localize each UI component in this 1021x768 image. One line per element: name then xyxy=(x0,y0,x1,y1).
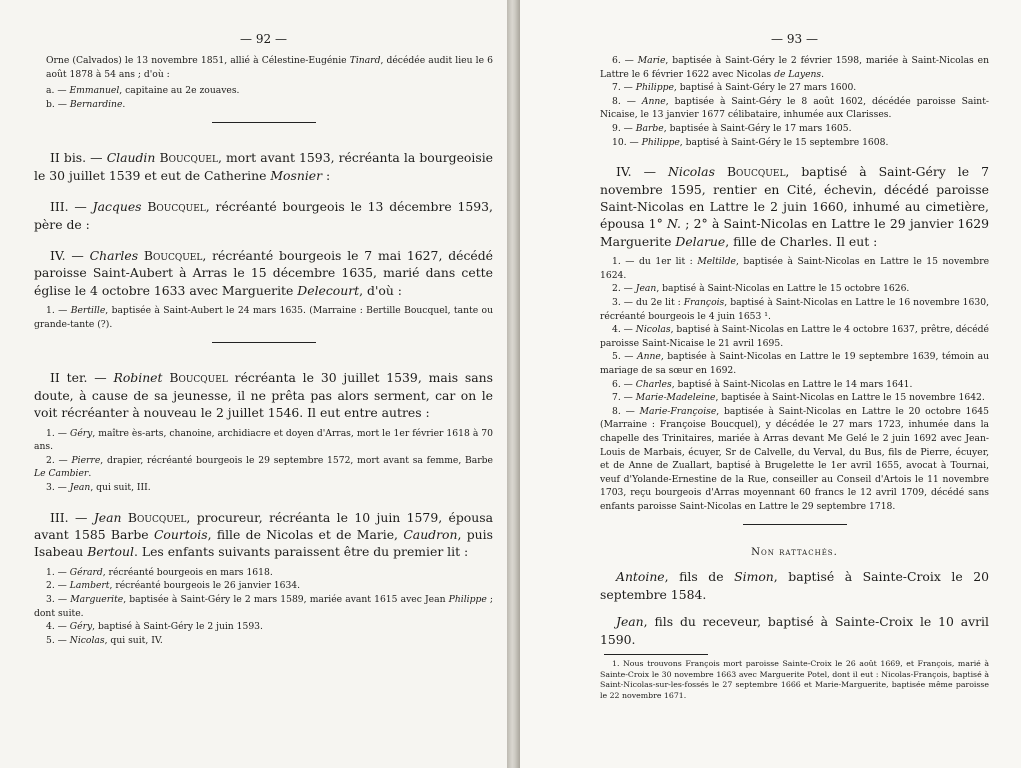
list-item: 4. — Nicolas, baptisé à Saint-Nicolas en Lattre le 4 octobre 1637, prêtre, décédé paroisse Saint-Nicaise le 21 avril 1695. xyxy=(600,324,989,349)
list-item: 8. — Anne, baptisée à Saint-Géry le 8 août 1602, décédée paroisse Saint-Nicaise, le 13 janvier 1677 célibataire, inhumée aux Clarisses. xyxy=(600,95,990,121)
right-page xyxy=(520,0,1021,768)
list-item: 6. — Marie, baptisée à Saint-Géry le 2 février 1598, mariée à Saint-Nicolas en Lattre le 6 février 1622 avec Nicolas de Layens. xyxy=(600,55,990,80)
list-item: 3. — du 2e lit : François, baptisé à Saint-Nicolas en Lattre le 16 novembre 1630, récréanté bourgeois le 4 juin 1653 ¹. xyxy=(600,296,989,322)
list-item: 2. — Lambert, récréanté bourgeois le 26 janvier 1634. xyxy=(46,580,301,592)
list-item: 3. — Marguerite, baptisée à Saint-Géry le 2 mars 1589, mariée avant 1615 avec Jean Philippe ; dont suite. xyxy=(34,594,494,619)
section-divider xyxy=(212,122,316,123)
entry-jean-receveur: Jean, fils du receveur, baptisé à Sainte-Croix le 10 avril 1590. xyxy=(600,614,989,647)
list-item: 5. — Anne, baptisée à Saint-Nicolas en Lattre le 19 septembre 1639, témoin au mariage de sa sœur en 1692. xyxy=(600,351,990,376)
list-item: 1. — Bertille, baptisée à Saint-Aubert le 24 mars 1635. (Marraine : Bertille Boucquel, tante ou grande-tante (?). xyxy=(34,305,493,330)
intro-paragraph: Orne (Calvados) le 13 novembre 1851, allié à Célestine-Eugénie Tinard, décédée audit lieu le 6 août 1878 à 54 ans ; d'où : xyxy=(46,55,493,80)
list-item: 2. — Jean, baptisé à Saint-Nicolas en Lattre le 15 octobre 1626. xyxy=(612,283,910,295)
entry-IV-charles: IV. — Charles Boucquel, récréanté bourgeois le 7 mai 1627, décédé paroisse Saint-Aubert à Arras le 15 décembre 1635, marié dans cette église le 4 octobre 1633 avec Marguerite Delecourt, d'où : xyxy=(34,248,493,298)
page-number-left: — 92 — xyxy=(240,32,287,46)
footnote: 1. Nous trouvons François mort paroisse Sainte-Croix le 26 août 1669, et François, marié à Sainte-Croix le 30 novembre 1663 avec Marguerite Potel, dont il eut : Nicolas-François, baptisé à Saint-Nicolas-sur-les-fossés le 27 septembre 1666 et Marie-Marguerite, baptisée même paroisse le 22 novembre 1671. xyxy=(600,659,989,700)
list-item: 1. — Gérard, récréanté bourgeois en mars 1618. xyxy=(46,566,273,578)
list-item: 1. — du 1er lit : Meltilde, baptisée à Saint-Nicolas en Lattre le 15 novembre 1624. xyxy=(600,256,990,281)
page-number-right: — 93 — xyxy=(771,32,818,46)
book-gutter xyxy=(507,0,520,768)
section-divider xyxy=(743,524,847,525)
list-item: 10. — Philippe, baptisé à Saint-Géry le 15 septembre 1608. xyxy=(612,136,889,148)
list-item: 7. — Philippe, baptisé à Saint-Géry le 27 mars 1600. xyxy=(612,82,857,94)
entry-IV-nicolas: IV. — Nicolas Boucquel, baptisé à Saint-Géry le 7 novembre 1595, rentier en Cité, échevin, décédé paroisse Saint-Nicolas en Lattre le 2 juin 1660, inhumé au cimetière, épousa 1° N. ; 2° à Saint-Nicolas en Lattre le 29 janvier 1629 Marguerite Delarue, fille de Charles. Il eut : xyxy=(600,164,990,249)
entry-antoine: Antoine, fils de Simon, baptisé à Sainte-Croix le 20 septembre 1584. xyxy=(600,569,989,602)
list-item: 6. — Charles, baptisé à Saint-Nicolas en Lattre le 14 mars 1641. xyxy=(612,378,913,390)
list-item: a. — Emmanuel, capitaine au 2e zouaves. xyxy=(46,85,240,97)
section-divider xyxy=(212,342,316,343)
entry-III-jean: III. — Jean Boucquel, procureur, récréanta le 10 juin 1579, épousa avant 1585 Barbe Courtois, fille de Nicolas et de Marie, Caudron, puis Isabeau Bertoul. Les enfants suivants paraissent être du premier lit : xyxy=(34,509,493,560)
list-item: 9. — Barbe, baptisée à Saint-Géry le 17 mars 1605. xyxy=(612,122,852,134)
left-page xyxy=(0,0,507,768)
list-item: 7. — Marie-Madeleine, baptisée à Saint-Nicolas en Lattre le 15 novembre 1642. xyxy=(612,392,985,404)
list-item: 4. — Géry, baptisé à Saint-Géry le 2 juin 1593. xyxy=(46,621,263,633)
entry-III-jacques: III. — Jacques Boucquel, récréanté bourgeois le 13 décembre 1593, père de : xyxy=(34,199,493,232)
list-item: 5. — Nicolas, qui suit, IV. xyxy=(46,634,163,646)
list-item: 3. — Jean, qui suit, III. xyxy=(46,482,151,493)
list-item: b. — Bernardine. xyxy=(46,98,126,110)
list-item: 1. — Géry, maître ès-arts, chanoine, archidiacre et doyen d'Arras, mort le 1er février 1618 à 70 ans. xyxy=(34,427,493,453)
list-item: 8. — Marie-Françoise, baptisée à Saint-Nicolas en Lattre le 20 octobre 1645 (Marraine : Françoise Boucquel), y décédée le 27 mars 1723, inhumée dans la chapelle des Trinitaires, mariée à Arras devant Me Gelé le 2 juin 1692 avec Jean-Louis de Marbais, écuyer, Sr de Calvelle, du Verval, du Bus, fils de Pierre, écuyer, et de Anne de Zuallart, baptisé à Brugelette le 1er avril 1655, avocat à Tournai, veuf d'Yolande-Ernestine de la Rue, conseiller au Conseil d'Artois le 11 novembre 1703, reçu bourgeois d'Arras moyennant 60 francs le 12 avril 1709, décédé sans enfants paroisse Saint-Nicolas en Lattre le 29 septembre 1718. xyxy=(600,405,989,512)
entry-II-ter: II ter. — Robinet Boucquel récréanta le 30 juillet 1539, mais sans doute, à cause de sa jeunesse, il ne prêta pas alors serment, car on le voit récréanter à nouveau le 2 juillet 1546. Il eut entre autres : xyxy=(34,370,493,421)
list-item: 2. — Pierre, drapier, récréanté bourgeois le 29 septembre 1572, mort avant sa femme, Barbe Le Cambier. xyxy=(34,454,493,480)
section-heading: Non rattachés. xyxy=(751,547,838,559)
footnote-divider xyxy=(604,654,708,655)
entry-II-bis: II bis. — Claudin Boucquel, mort avant 1593, récréanta la bourgeoisie le 30 juillet 1539 et eut de Catherine Mosnier : xyxy=(34,150,493,183)
